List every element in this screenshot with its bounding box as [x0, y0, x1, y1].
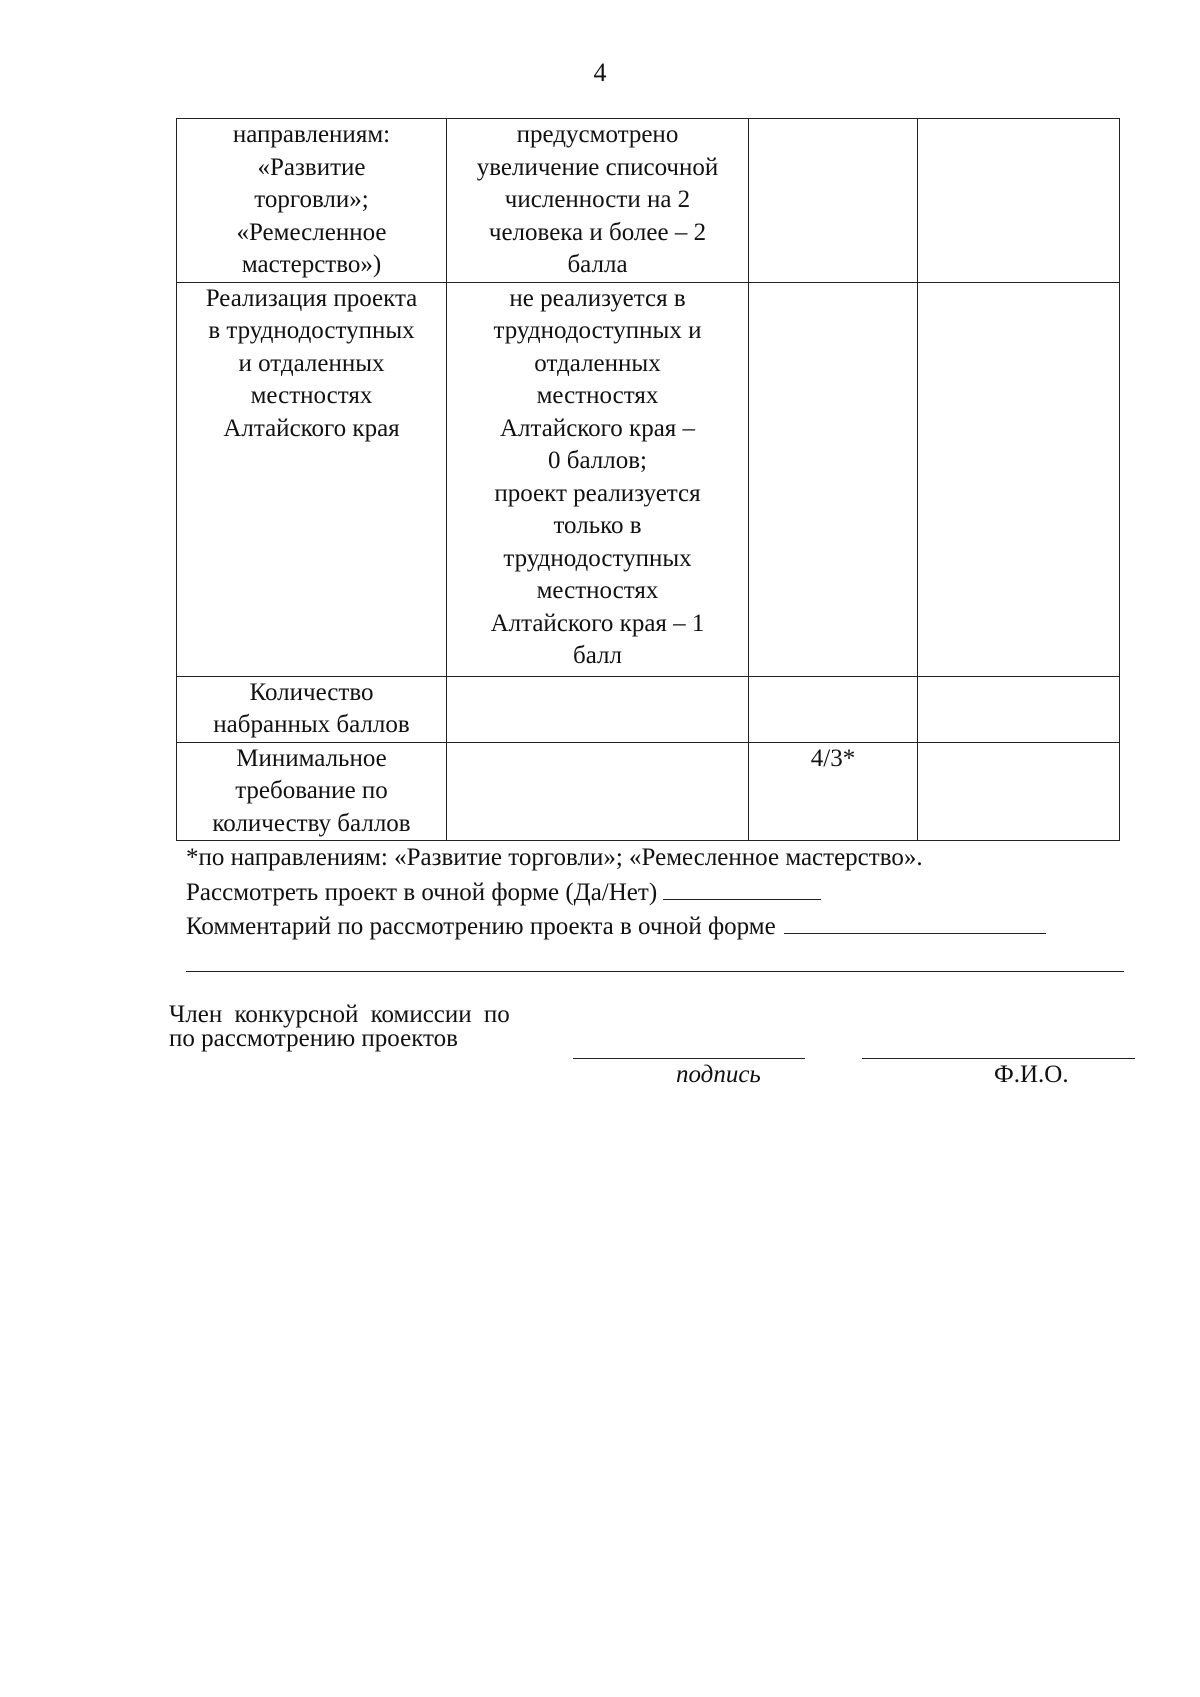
- full-name-caption: Ф.И.О.: [994, 1061, 1069, 1088]
- page-number: 4: [593, 58, 607, 87]
- table-row: [177, 676, 1120, 742]
- score-cell: [749, 676, 918, 742]
- table-row: [177, 282, 1120, 676]
- comment-prompt: Комментарий по рассмотрению проекта в очной форме: [186, 913, 776, 940]
- footnote: *по направлениям: «Развитие торговли»; «Ремесленное мастерство».: [186, 844, 923, 871]
- score-cell: 4/3*: [749, 742, 918, 841]
- comment-continuation-field[interactable]: [186, 971, 1124, 972]
- member-line-1: Член конкурсной комиссии по: [169, 1001, 510, 1028]
- table-row: [177, 742, 1120, 841]
- extra-cell: [918, 119, 1120, 283]
- extra-cell: [918, 676, 1120, 742]
- commission-member-label: [169, 1003, 510, 1051]
- table-row: [177, 119, 1120, 283]
- scoring-cell: предусмотрено увеличение списочной численности на 2 человека и более – 2 балла: [447, 119, 749, 283]
- scoring-cell: не реализуется в труднодоступных и отдаленных местностях Алтайского края – 0 баллов; проект реализуется только в труднодоступных местностях Алтайского края – 1 балл: [447, 282, 749, 676]
- review-line: [186, 875, 1136, 910]
- extra-cell: [918, 282, 1120, 676]
- review-answer-field[interactable]: [663, 875, 821, 900]
- comment-field[interactable]: [784, 909, 1046, 934]
- score-cell: [749, 282, 918, 676]
- member-line-2: по рассмотрению проектов: [169, 1025, 458, 1052]
- full-name-field[interactable]: [862, 1058, 1135, 1059]
- footnote-block: [186, 842, 1136, 944]
- signature-caption: подпись: [676, 1061, 761, 1088]
- score-cell: [749, 119, 918, 283]
- scoring-cell: [447, 676, 749, 742]
- criteria-table: [176, 118, 1120, 841]
- criterion-cell: направлениям: «Развитие торговли»; «Ремесленное мастерство»): [177, 119, 447, 283]
- criterion-cell: Реализация проекта в труднодоступных и отдаленных местностях Алтайского края: [177, 282, 447, 676]
- extra-cell: [918, 742, 1120, 841]
- signature-field[interactable]: [573, 1058, 805, 1059]
- review-prompt: Рассмотреть проект в очной форме (Да/Нет): [186, 878, 658, 906]
- criterion-cell: Количество набранных баллов: [177, 676, 447, 742]
- scoring-cell: [447, 742, 749, 841]
- criterion-cell: Минимальное требование по количеству баллов: [177, 742, 447, 841]
- comment-line: [186, 909, 1136, 944]
